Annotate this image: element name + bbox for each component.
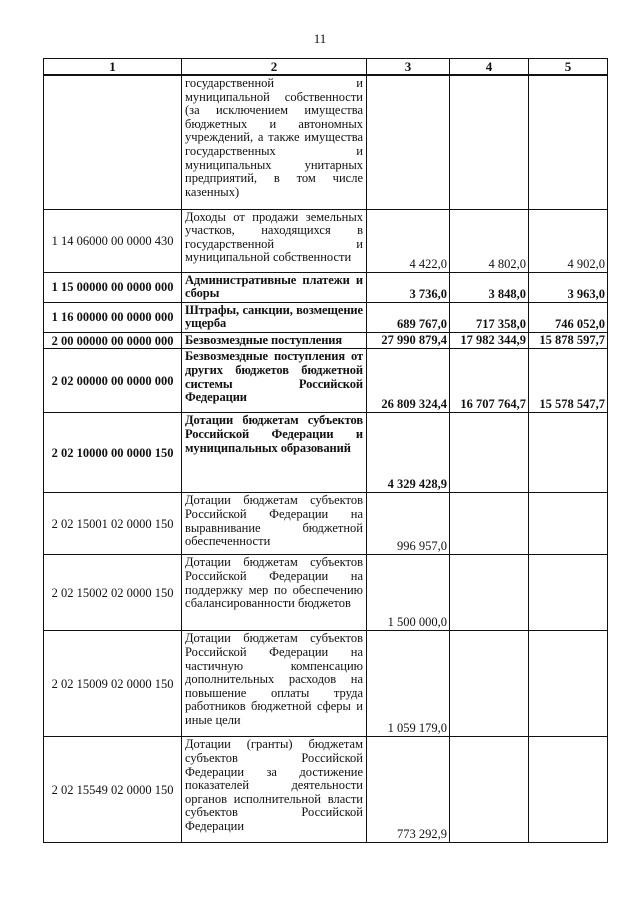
column-header-3: 3 xyxy=(367,59,450,76)
income-name: Дотации бюджетам субъектов Российской Федерации и муниципальных образований xyxy=(182,413,367,493)
amount-col-5: 746 052,0 xyxy=(529,302,608,332)
amount-col-5 xyxy=(529,631,608,737)
income-name: Дотации бюджетам субъектов Российской Федерации на частичную компенсацию дополнительных расходов на повышение оплаты труда работников бюджетной сферы и иные цели xyxy=(182,631,367,737)
table-row xyxy=(44,413,608,493)
amount-col-3: 4 422,0 xyxy=(367,209,450,272)
classification-code: 2 00 00000 00 0000 000 xyxy=(44,332,182,349)
amount-col-3: 689 767,0 xyxy=(367,302,450,332)
classification-code: 1 15 00000 00 0000 000 xyxy=(44,272,182,302)
classification-code: 2 02 15549 02 0000 150 xyxy=(44,737,182,843)
amount-col-5 xyxy=(529,555,608,631)
table-row xyxy=(44,272,608,302)
table-row xyxy=(44,302,608,332)
amount-col-5 xyxy=(529,493,608,555)
column-header-4: 4 xyxy=(450,59,529,76)
amount-col-3: 996 957,0 xyxy=(367,493,450,555)
table-row xyxy=(44,631,608,737)
budget-table xyxy=(43,58,608,843)
income-name: Безвозмездные поступления от других бюджетов бюджетной системы Российской Федерации xyxy=(182,349,367,413)
amount-col-5: 3 963,0 xyxy=(529,272,608,302)
amount-col-4: 717 358,0 xyxy=(450,302,529,332)
column-header-2: 2 xyxy=(182,59,367,76)
column-header-5: 5 xyxy=(529,59,608,76)
amount-col-4: 16 707 764,7 xyxy=(450,349,529,413)
income-name: Безвозмездные поступления xyxy=(182,332,367,349)
amount-col-3: 4 329 428,9 xyxy=(367,413,450,493)
table-row xyxy=(44,349,608,413)
amount-col-4: 17 982 344,9 xyxy=(450,332,529,349)
classification-code: 2 02 15009 02 0000 150 xyxy=(44,631,182,737)
amount-col-5: 4 902,0 xyxy=(529,209,608,272)
classification-code: 1 16 00000 00 0000 000 xyxy=(44,302,182,332)
classification-code: 1 14 06000 00 0000 430 xyxy=(44,209,182,272)
income-name: Доходы от продажи земельных участков, находящихся в государственной и муниципальной собственности xyxy=(182,209,367,272)
amount-col-4 xyxy=(450,737,529,843)
column-header-1: 1 xyxy=(44,59,182,76)
income-name: Административные платежи и сборы xyxy=(182,272,367,302)
income-name: Дотации (гранты) бюджетам субъектов Российской Федерации за достижение показателей деятельности органов исполнительной власти субъектов Российской Федерации xyxy=(182,737,367,843)
amount-col-3: 1 059 179,0 xyxy=(367,631,450,737)
amount-col-3: 1 500 000,0 xyxy=(367,555,450,631)
table-row xyxy=(44,493,608,555)
amount-col-3: 26 809 324,4 xyxy=(367,349,450,413)
page-number: 11 xyxy=(313,31,327,46)
amount-col-4 xyxy=(450,413,529,493)
amount-col-3: 27 990 879,4 xyxy=(367,332,450,349)
classification-code: 2 02 15002 02 0000 150 xyxy=(44,555,182,631)
amount-col-4 xyxy=(450,75,529,209)
income-name: Дотации бюджетам субъектов Российской Федерации на поддержку мер по обеспечению сбалансированности бюджетов xyxy=(182,555,367,631)
classification-code: 2 02 15001 02 0000 150 xyxy=(44,493,182,555)
amount-col-4: 4 802,0 xyxy=(450,209,529,272)
table-row xyxy=(44,75,608,209)
classification-code xyxy=(44,75,182,209)
income-name: Штрафы, санкции, возмещение ущерба xyxy=(182,302,367,332)
amount-col-3: 773 292,9 xyxy=(367,737,450,843)
amount-col-4 xyxy=(450,555,529,631)
income-name: государственной и муниципальной собственности (за исключением имущества бюджетных и автономных учреждений, а также имущества государственных и муниципальных унитарных предприятий, в том числе казенных) xyxy=(182,75,367,209)
table-header-row xyxy=(44,59,608,76)
table-row xyxy=(44,737,608,843)
amount-col-5: 15 578 547,7 xyxy=(529,349,608,413)
table-row xyxy=(44,209,608,272)
amount-col-4 xyxy=(450,493,529,555)
amount-col-3: 3 736,0 xyxy=(367,272,450,302)
table-row xyxy=(44,555,608,631)
amount-col-5 xyxy=(529,75,608,209)
amount-col-5 xyxy=(529,737,608,843)
amount-col-5: 15 878 597,7 xyxy=(529,332,608,349)
amount-col-5 xyxy=(529,413,608,493)
income-name: Дотации бюджетам субъектов Российской Федерации на выравнивание бюджетной обеспеченности xyxy=(182,493,367,555)
classification-code: 2 02 10000 00 0000 150 xyxy=(44,413,182,493)
classification-code: 2 02 00000 00 0000 000 xyxy=(44,349,182,413)
amount-col-4: 3 848,0 xyxy=(450,272,529,302)
table-row xyxy=(44,332,608,349)
amount-col-3 xyxy=(367,75,450,209)
table-body xyxy=(44,75,608,843)
amount-col-4 xyxy=(450,631,529,737)
